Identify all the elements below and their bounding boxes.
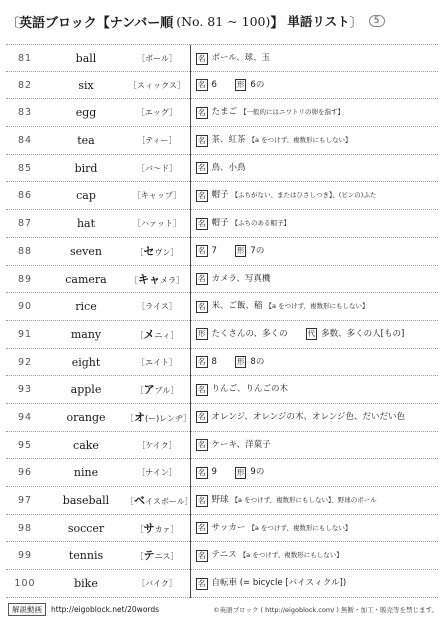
pronunciation: ［ボール］ [137, 54, 177, 63]
column-divider [190, 266, 191, 294]
meaning [196, 376, 438, 404]
page-header [6, 10, 440, 32]
column-divider [190, 487, 191, 515]
meaning-note: 【a をつけず、複数形にもしない】 [248, 136, 352, 145]
part-of-speech-badge: 名 [198, 440, 206, 450]
meaning [196, 210, 438, 238]
title-close-bracket: 〕 [349, 15, 363, 31]
word-number: 98 [17, 522, 33, 534]
part-of-speech-badge: 名 [198, 53, 206, 63]
column-divider [190, 349, 191, 377]
pronunciation: ［ライス］ [137, 302, 177, 312]
pron-bracket-open: ［ [130, 275, 138, 285]
english-word: seven [70, 244, 102, 258]
pron-bracket-open: ［ [135, 524, 144, 534]
pron-bracket-open: ［ [135, 247, 144, 257]
pronunciation [126, 266, 188, 294]
part-of-speech-badge: 名 [198, 384, 206, 394]
meaning [196, 72, 438, 100]
column-divider [190, 515, 191, 543]
pron-rest: ニス [154, 552, 171, 562]
part-of-speech-badge: 名 [198, 578, 206, 588]
english-word: baseball [62, 494, 110, 507]
word-row [6, 182, 438, 210]
word-number: 99 [17, 550, 33, 562]
word-row [6, 321, 438, 349]
english-word: soccer [67, 521, 105, 535]
number-range: (No. 81 ~ 100) [176, 13, 271, 29]
column-divider [190, 376, 191, 404]
meaning [196, 321, 438, 349]
meaning-text: 9 [211, 467, 217, 478]
video-link[interactable]: http://eigoblock.net/20words [51, 604, 160, 614]
meaning-text: 6の [250, 79, 265, 90]
pronunciation: ［ハァット］ [133, 219, 181, 229]
pron-rest: ニィ [154, 330, 171, 340]
part-of-speech-badge: 名 [198, 274, 206, 283]
word-row [6, 459, 438, 487]
word-row [6, 72, 438, 100]
part-of-speech-badge: 形 [236, 467, 245, 477]
column-divider [190, 570, 191, 598]
meaning-text: 多数、多くの人[もの] [321, 328, 405, 339]
word-row [6, 238, 438, 266]
english-word: bike [74, 577, 98, 591]
english-word: orange [66, 410, 106, 424]
pron-rest: イスボール [145, 497, 185, 506]
list-label: 単語リスト [287, 14, 350, 29]
meaning [196, 570, 438, 598]
part-of-speech-badge: 形 [236, 246, 245, 256]
meaning [196, 182, 438, 210]
subtitle-close: 】 [270, 15, 284, 31]
pron-bracket-open: ［ [135, 552, 144, 562]
word-list [6, 44, 438, 598]
pron-bracket-close: ］ [170, 386, 179, 396]
pronunciation [126, 238, 188, 266]
column-divider [190, 293, 191, 321]
column-divider [190, 459, 191, 487]
pron-stress: メ [143, 327, 155, 341]
part-of-speech-badge: 名 [198, 218, 206, 228]
word-number: 90 [17, 301, 33, 313]
meaning-text: テニス [211, 550, 237, 561]
pronunciation: ［ナイン］ [137, 468, 177, 478]
pronunciation [126, 404, 192, 432]
english-word: cap [76, 189, 96, 203]
page-footer [8, 602, 438, 616]
english-word: many [70, 327, 102, 341]
meaning-text: カメラ、写真機 [211, 273, 271, 284]
word-number: 97 [17, 495, 33, 506]
meaning [196, 99, 438, 127]
meaning-text: 8 [211, 356, 217, 367]
meaning [196, 487, 438, 515]
pronunciation: ［エイト］ [137, 357, 177, 367]
column-divider [190, 432, 191, 460]
pronunciation [126, 487, 193, 515]
meaning-note: 【a をつけず、複数形にもしない】、野球のボール [231, 496, 377, 504]
word-row [6, 376, 438, 404]
english-word: rice [75, 300, 97, 314]
english-word: tennis [68, 549, 104, 563]
word-row [6, 293, 438, 321]
meaning [196, 349, 438, 377]
meaning-text: 6 [211, 79, 217, 90]
word-number: 92 [17, 356, 33, 368]
page-number-badge: 5 [369, 15, 385, 27]
pron-rest: カァ [154, 524, 171, 534]
part-of-speech-badge: 形 [198, 329, 206, 339]
meaning-text: たまご [211, 107, 238, 118]
pron-stress: ア [143, 383, 155, 397]
meaning [196, 432, 438, 460]
meaning-note: 【ふちのある帽子】 [231, 219, 291, 228]
english-word: bird [74, 161, 98, 175]
meaning-text: りんご、りんごの木 [211, 384, 289, 395]
meaning-text: 米、ご飯、稲 [211, 301, 263, 312]
word-number: 94 [17, 411, 33, 423]
column-divider [190, 72, 191, 100]
pronunciation: ［バ～ド］ [137, 163, 177, 173]
meaning-text: 帽子 [211, 218, 229, 229]
part-of-speech-badge: 名 [198, 163, 206, 173]
meaning [196, 293, 438, 321]
column-divider [190, 238, 191, 266]
pron-bracket-open: ［ [135, 330, 144, 340]
pron-bracket-open: ［ [126, 413, 134, 423]
word-number: 85 [17, 162, 33, 174]
meaning [196, 155, 438, 183]
meaning-text: オレンジ、オレンジの木、オレンジ色、だいだい色 [211, 411, 406, 422]
meaning-text: 7の [250, 245, 265, 256]
word-row [6, 266, 438, 294]
word-number: 95 [17, 439, 33, 451]
subtitle-open: 【 [96, 15, 110, 31]
meaning-text: 9の [250, 467, 265, 478]
copyright-notice: ©英語ブロック ( http://eigoblock.com/ ) 無断・加工・販売等を禁じます。 [213, 605, 438, 614]
pronunciation [126, 321, 188, 349]
meaning [196, 238, 438, 266]
pron-stress: テ [143, 549, 155, 563]
meaning [196, 127, 438, 155]
meaning-text: 自転車 (= bicycle [バイスィクル]) [211, 578, 347, 589]
word-row [6, 155, 438, 183]
english-word: tea [77, 134, 95, 148]
part-of-speech-badge: 名 [198, 107, 206, 117]
english-word: apple [70, 383, 102, 397]
meaning-text: 7 [211, 245, 217, 256]
column-divider [190, 542, 191, 570]
pron-rest: メラ [160, 275, 176, 285]
column-divider [190, 210, 191, 238]
word-number: 89 [17, 273, 33, 285]
pron-bracket-close: ］ [183, 413, 192, 423]
word-row [6, 99, 438, 127]
pron-bracket-close: ］ [170, 552, 179, 562]
word-number: 84 [17, 135, 33, 147]
pron-bracket-close: ］ [170, 247, 179, 257]
meaning-text: 野球 [211, 495, 229, 505]
pron-rest: ヴン [154, 247, 171, 257]
part-of-speech-badge: 名 [198, 467, 206, 477]
part-of-speech-badge: 名 [198, 357, 206, 367]
part-of-speech-badge: 形 [236, 80, 245, 90]
pronunciation: ［キャップ］ [132, 191, 182, 201]
word-number: 82 [17, 79, 33, 91]
word-number: 87 [17, 218, 33, 230]
english-word: nine [73, 466, 99, 480]
column-divider [190, 182, 191, 210]
pron-bracket-open: ［ [135, 386, 144, 396]
pron-stress: セ [143, 244, 155, 258]
pronunciation [126, 376, 188, 404]
part-of-speech-badge: 名 [198, 135, 206, 145]
meaning-note: 【a をつけず、複数形にもしない】 [265, 302, 369, 311]
meaning-note: 【ふちがない、またはひさしつき】、(ビンの)ふた [231, 191, 377, 200]
meaning-text: ボール、球、玉 [211, 53, 271, 63]
meaning [196, 266, 438, 294]
part-of-speech-badge: 名 [198, 301, 206, 311]
part-of-speech-badge: 名 [198, 412, 206, 422]
pronunciation: ［ケイク］ [137, 440, 177, 450]
meaning-text: 鳥、小鳥 [211, 162, 246, 173]
page-title: 英語ブロック [19, 15, 97, 31]
word-row [6, 542, 438, 570]
word-number: 86 [17, 190, 33, 202]
word-row [6, 570, 438, 598]
column-divider [190, 321, 191, 349]
meaning-note: 【a をつけず、複数形にもしない】 [248, 523, 352, 532]
meaning-text: 茶、紅茶 [211, 135, 246, 146]
part-of-speech-badge: 名 [198, 523, 206, 533]
word-row [6, 515, 438, 543]
meaning [196, 45, 438, 73]
meaning-text: たくさんの、多くの [211, 328, 288, 339]
pron-rest: プル [154, 386, 171, 396]
meaning-note: 【一般的にはニワトリの卵を指す】 [240, 108, 345, 117]
english-word: cake [73, 438, 99, 452]
word-row [6, 432, 438, 460]
column-divider [190, 99, 191, 127]
word-number: 81 [17, 53, 33, 64]
english-word: ball [75, 52, 97, 65]
part-of-speech-badge: 名 [198, 495, 206, 505]
word-number: 100 [14, 578, 36, 590]
english-word: six [78, 78, 94, 92]
meaning-note: 【a をつけず、複数形にもしない】 [239, 551, 343, 560]
part-of-speech-badge: 代 [307, 329, 316, 339]
pronunciation: ［エッグ］ [136, 108, 178, 118]
part-of-speech-badge: 形 [236, 357, 245, 367]
part-of-speech-badge: 名 [198, 550, 206, 560]
word-row [6, 44, 438, 72]
pron-bracket-close: ］ [170, 524, 179, 534]
meaning-text: サッカー [211, 522, 246, 533]
pron-bracket-close: ］ [184, 497, 193, 506]
meaning [196, 542, 438, 570]
pron-bracket-close: ］ [170, 330, 179, 340]
video-label: 解説動画 [8, 603, 46, 616]
meaning-text: 8の [250, 356, 265, 367]
pron-stress: キャ [138, 272, 160, 286]
english-word: hat [76, 217, 96, 231]
meaning-text: 帽子 [211, 190, 229, 201]
part-of-speech-badge: 名 [198, 80, 206, 90]
english-word: camera [65, 272, 107, 286]
column-divider [190, 155, 191, 183]
word-number: 96 [17, 467, 33, 479]
word-number: 83 [17, 107, 33, 119]
word-row [6, 210, 438, 238]
english-word: eight [71, 355, 101, 369]
meaning-text: ケーキ、洋菓子 [211, 439, 271, 450]
column-divider [190, 45, 191, 73]
pron-bracket-close: ］ [176, 275, 184, 285]
part-of-speech-badge: 名 [198, 190, 206, 200]
column-divider [190, 127, 191, 155]
pron-stress: サ [143, 521, 155, 535]
meaning [196, 515, 438, 543]
pronunciation [126, 515, 188, 543]
subtitle: ナンバー順 [109, 15, 174, 31]
pronunciation [126, 542, 188, 570]
column-divider [190, 404, 191, 432]
pron-rest: (ー)レンヂ [145, 413, 184, 423]
meaning [196, 404, 438, 432]
word-number: 91 [17, 328, 33, 340]
word-row [6, 404, 438, 432]
pron-stress: オ [134, 410, 145, 424]
word-number: 93 [17, 384, 33, 396]
pron-bracket-open: ［ [126, 497, 134, 506]
part-of-speech-badge: 名 [198, 246, 206, 256]
english-word: egg [75, 106, 97, 120]
word-number: 88 [17, 245, 33, 257]
word-row [6, 487, 438, 515]
pron-stress: ベ [134, 494, 145, 507]
title-open-bracket: 〔 [6, 15, 20, 31]
pronunciation: ［ティー］ [137, 136, 177, 146]
pronunciation: ［バイク］ [137, 579, 177, 589]
word-row [6, 349, 438, 377]
pronunciation: ［スィックス］ [128, 80, 186, 90]
word-row [6, 127, 438, 155]
meaning [196, 459, 438, 487]
